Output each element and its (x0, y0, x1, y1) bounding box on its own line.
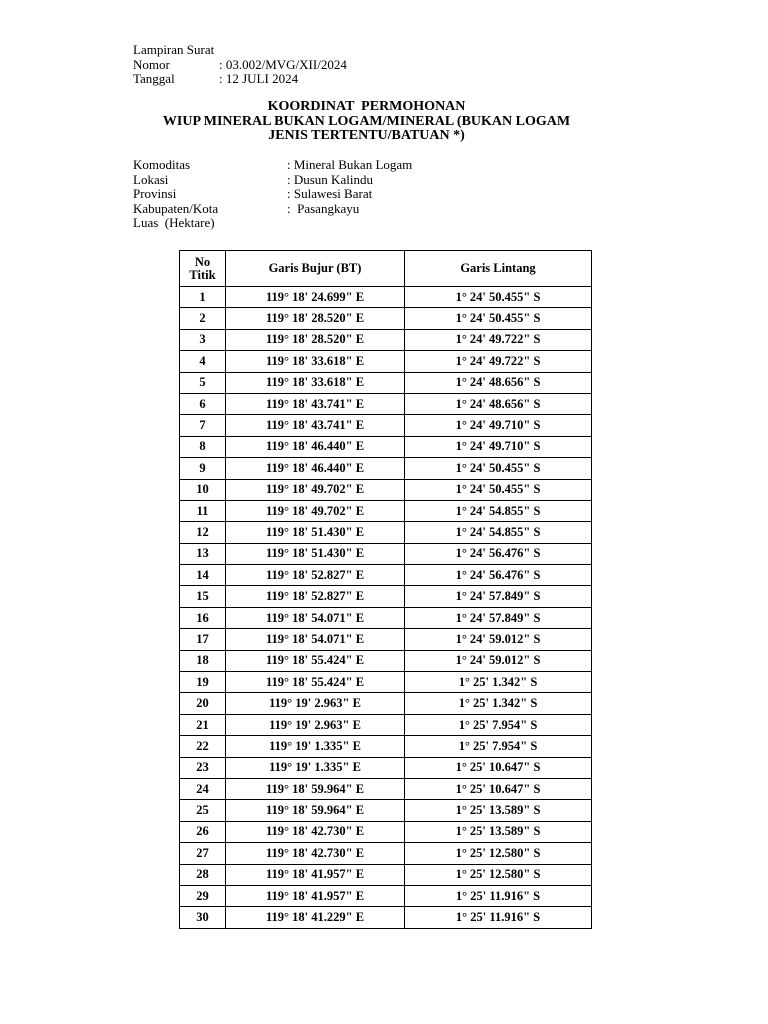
info-block (133, 158, 412, 231)
cell-lintang: 1° 24' 57.849" S (405, 586, 592, 607)
cell-lintang: 1° 24' 57.849" S (405, 607, 592, 628)
header-garis-bujur: Garis Bujur (BT) (226, 251, 405, 287)
table-row (180, 351, 592, 372)
cell-bujur: 119° 18' 52.827" E (226, 586, 405, 607)
table-row (180, 565, 592, 586)
cell-bujur: 119° 18' 43.741" E (226, 393, 405, 414)
cell-no: 15 (180, 586, 226, 607)
cell-bujur: 119° 18' 41.957" E (226, 864, 405, 885)
cell-bujur: 119° 18' 28.520" E (226, 329, 405, 350)
info-row (133, 216, 412, 231)
info-value: : Dusun Kalindu (287, 171, 373, 187)
cell-bujur: 119° 18' 59.964" E (226, 778, 405, 799)
cell-lintang: 1° 25' 13.589" S (405, 821, 592, 842)
header-no-titik (180, 251, 226, 287)
table-row (180, 329, 592, 350)
table-row (180, 907, 592, 928)
cell-bujur: 119° 18' 43.741" E (226, 415, 405, 436)
cell-lintang: 1° 25' 13.589" S (405, 800, 592, 821)
cell-bujur: 119° 18' 49.702" E (226, 479, 405, 500)
table-row (180, 757, 592, 778)
cell-lintang: 1° 24' 48.656" S (405, 372, 592, 393)
table-row (180, 672, 592, 693)
cell-no: 8 (180, 436, 226, 457)
cell-no: 23 (180, 757, 226, 778)
table-row (180, 479, 592, 500)
cell-bujur: 119° 19' 1.335" E (226, 736, 405, 757)
cell-lintang: 1° 24' 48.656" S (405, 393, 592, 414)
table-row (180, 629, 592, 650)
cell-bujur: 119° 18' 46.440" E (226, 436, 405, 457)
cell-bujur: 119° 19' 2.963" E (226, 714, 405, 735)
cell-no: 11 (180, 500, 226, 521)
table-row (180, 821, 592, 842)
table-row (180, 736, 592, 757)
table-row (180, 885, 592, 906)
cell-no: 27 (180, 843, 226, 864)
cell-lintang: 1° 24' 50.455" S (405, 479, 592, 500)
cell-bujur: 119° 18' 51.430" E (226, 522, 405, 543)
title-line-2: WIUP MINERAL BUKAN LOGAM/MINERAL (BUKAN LOGAM (162, 113, 571, 129)
table-row (180, 843, 592, 864)
cell-bujur: 119° 18' 33.618" E (226, 351, 405, 372)
cell-no: 9 (180, 458, 226, 479)
cell-no: 21 (180, 714, 226, 735)
cell-lintang: 1° 24' 59.012" S (405, 650, 592, 671)
cell-lintang: 1° 24' 49.710" S (405, 415, 592, 436)
cell-lintang: 1° 24' 49.722" S (405, 351, 592, 372)
cell-no: 28 (180, 864, 226, 885)
cell-lintang: 1° 24' 50.455" S (405, 458, 592, 479)
info-label: Komoditas (133, 157, 191, 172)
cell-bujur: 119° 19' 1.335" E (226, 757, 405, 778)
cell-no: 7 (180, 415, 226, 436)
info-row (133, 202, 412, 217)
info-row (133, 158, 412, 173)
table-row (180, 436, 592, 457)
cell-lintang: 1° 24' 59.012" S (405, 629, 592, 650)
cell-no: 20 (180, 693, 226, 714)
nomor-row (133, 58, 347, 73)
cell-lintang: 1° 24' 50.455" S (405, 287, 592, 308)
cell-no: 22 (180, 736, 226, 757)
cell-bujur: 119° 18' 55.424" E (226, 672, 405, 693)
table-row (180, 372, 592, 393)
table-row (180, 458, 592, 479)
tanggal-value: : 12 JULI 2024 (219, 71, 299, 86)
info-label: Kabupaten/Kota (133, 200, 219, 216)
info-row (133, 187, 412, 202)
cell-no: 19 (180, 672, 226, 693)
cell-lintang: 1° 25' 11.916" S (405, 885, 592, 906)
cell-no: 18 (180, 650, 226, 671)
letter-header (133, 43, 347, 87)
cell-no: 10 (180, 479, 226, 500)
document-title (0, 100, 733, 144)
info-value: : Pasangkayu (287, 200, 360, 216)
table-row (180, 415, 592, 436)
header-garis-lintang: Garis Lintang (405, 251, 592, 287)
cell-bujur: 119° 18' 42.730" E (226, 821, 405, 842)
cell-bujur: 119° 18' 28.520" E (226, 308, 405, 329)
cell-no: 12 (180, 522, 226, 543)
table-row (180, 607, 592, 628)
cell-lintang: 1° 24' 49.722" S (405, 329, 592, 350)
table-row (180, 393, 592, 414)
tanggal-label: Tanggal (133, 71, 175, 86)
cell-bujur: 119° 18' 33.618" E (226, 372, 405, 393)
cell-bujur: 119° 19' 2.963" E (226, 693, 405, 714)
table-row (180, 287, 592, 308)
cell-lintang: 1° 24' 54.855" S (405, 522, 592, 543)
cell-bujur: 119° 18' 42.730" E (226, 843, 405, 864)
cell-no: 1 (180, 287, 226, 308)
cell-lintang: 1° 25' 10.647" S (405, 778, 592, 799)
cell-no: 14 (180, 565, 226, 586)
header-no: No (194, 254, 211, 269)
cell-no: 6 (180, 393, 226, 414)
cell-lintang: 1° 25' 7.954" S (405, 736, 592, 757)
cell-no: 29 (180, 885, 226, 906)
info-value: : Mineral Bukan Logam (287, 157, 413, 172)
cell-lintang: 1° 25' 7.954" S (405, 714, 592, 735)
cell-no: 25 (180, 800, 226, 821)
info-value: : Sulawesi Barat (287, 186, 373, 201)
title-line-3: JENIS TERTENTU/BATUAN *) (268, 128, 465, 143)
cell-no: 26 (180, 821, 226, 842)
cell-no: 3 (180, 329, 226, 350)
cell-no: 17 (180, 629, 226, 650)
cell-no: 30 (180, 907, 226, 928)
cell-bujur: 119° 18' 24.699" E (226, 287, 405, 308)
table-row (180, 543, 592, 564)
cell-lintang: 1° 24' 50.455" S (405, 308, 592, 329)
cell-no: 13 (180, 543, 226, 564)
table-row (180, 522, 592, 543)
cell-no: 4 (180, 351, 226, 372)
coordinate-table (179, 250, 592, 929)
cell-bujur: 119° 18' 49.702" E (226, 500, 405, 521)
header-titik: Titik (189, 267, 216, 282)
cell-bujur: 119° 18' 41.957" E (226, 885, 405, 906)
cell-bujur: 119° 18' 52.827" E (226, 565, 405, 586)
nomor-value: : 03.002/MVG/XII/2024 (219, 56, 347, 72)
table-row (180, 308, 592, 329)
tanggal-row (133, 72, 347, 87)
cell-lintang: 1° 25' 12.580" S (405, 864, 592, 885)
cell-lintang: 1° 24' 54.855" S (405, 500, 592, 521)
cell-bujur: 119° 18' 51.430" E (226, 543, 405, 564)
table-row (180, 500, 592, 521)
title-line-1: KOORDINAT PERMOHONAN (267, 99, 466, 114)
cell-lintang: 1° 24' 49.710" S (405, 436, 592, 457)
table-row (180, 693, 592, 714)
cell-bujur: 119° 18' 54.071" E (226, 607, 405, 628)
info-row (133, 173, 412, 188)
cell-bujur: 119° 18' 54.071" E (226, 629, 405, 650)
table-row (180, 650, 592, 671)
cell-lintang: 1° 24' 56.476" S (405, 543, 592, 564)
cell-lintang: 1° 25' 1.342" S (405, 672, 592, 693)
cell-bujur: 119° 18' 59.964" E (226, 800, 405, 821)
table-row (180, 800, 592, 821)
cell-bujur: 119° 18' 55.424" E (226, 650, 405, 671)
cell-lintang: 1° 24' 56.476" S (405, 565, 592, 586)
table-row (180, 586, 592, 607)
table-row (180, 714, 592, 735)
cell-bujur: 119° 18' 46.440" E (226, 458, 405, 479)
table-header-row (180, 251, 592, 287)
cell-no: 5 (180, 372, 226, 393)
cell-no: 16 (180, 607, 226, 628)
cell-lintang: 1° 25' 11.916" S (405, 907, 592, 928)
table-row (180, 778, 592, 799)
table-row (180, 864, 592, 885)
cell-no: 2 (180, 308, 226, 329)
nomor-label: Nomor (133, 56, 170, 72)
cell-no: 24 (180, 778, 226, 799)
lampiran-label: Lampiran Surat (133, 42, 215, 57)
info-label: Lokasi (133, 171, 169, 187)
info-label: Luas (Hektare) (133, 215, 215, 230)
cell-lintang: 1° 25' 10.647" S (405, 757, 592, 778)
cell-lintang: 1° 25' 12.580" S (405, 843, 592, 864)
cell-bujur: 119° 18' 41.229" E (226, 907, 405, 928)
cell-lintang: 1° 25' 1.342" S (405, 693, 592, 714)
info-label: Provinsi (133, 186, 177, 201)
